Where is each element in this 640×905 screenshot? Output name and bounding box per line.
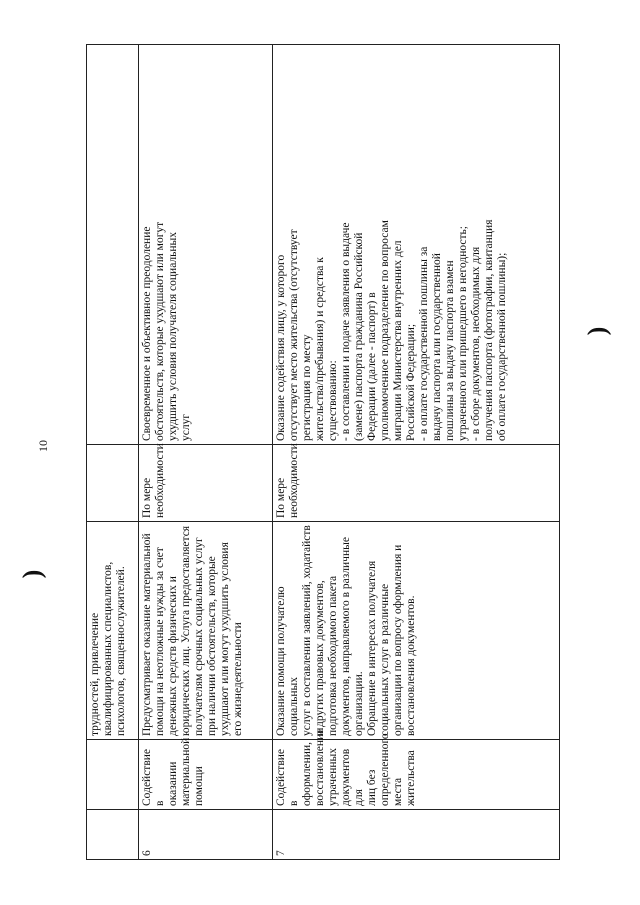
cell-period: По мере необходимости (273, 445, 560, 522)
cell-description: трудностей, привлечение квалифицированных специалистов, психологов, священнослужителей. (87, 522, 139, 740)
rotated-table-container (86, 45, 559, 860)
cell-description: Оказание помощи получателю социальных услуг в составлении заявлений, ходатайств и других правовых документов, подготовка необходимого пакета документов, направляемого в различные организации. Обращение в интересах получателя социальных услуг в различные организации по вопросу оформления и восстановления документов. (273, 522, 560, 740)
table-row (87, 45, 139, 860)
cell-number (87, 810, 139, 860)
cell-result: Оказание содействия лицу, у которого отсутствует место жительства (отсутствует регистрация по месту жительства/пребывания) и средства к существованию: - в составлении и подаче заявления о выдаче (замене) паспорта гражданина Российской Федерации (далее - паспорт) в уполномоченное подразделение по вопросам миграции Министерства внутренних дел Российской Федерации; - в оплате государственной пошлины за выдачу паспорта или государственной пошлины за выдачу паспорта взамен утраченного или пришедшего в негодность; - в сборе документов, необходимых для получения паспорта (фотографии, квитанция об оплате государственной пошлины); (273, 45, 560, 445)
cell-result (87, 45, 139, 445)
cell-period (87, 445, 139, 522)
cell-description: Предусматривает оказание материальной помощи на неотложные нужды за счет денежных средств физических и юридических лиц. Услуга предоставляется получателям срочных социальных услуг при наличии обстоятельств, которые ухудшают или могут ухудшить условия его жизнедеятельности (139, 522, 273, 740)
table-row (273, 45, 560, 860)
cell-period: По мере необходимости (139, 445, 273, 522)
services-table (86, 44, 560, 860)
cell-number: 7 (273, 810, 560, 860)
cell-name: Содействие в оформлении, восстановлении утраченных документов для лиц без определенного места жительства (273, 740, 560, 810)
table-row (139, 45, 273, 860)
cell-name: Содействие в оказании материальной помощи (139, 740, 273, 810)
cell-number: 6 (139, 810, 273, 860)
page-number: 10 (36, 440, 50, 452)
scan-mark: ) (17, 569, 47, 579)
cell-result: Своевременное и объективное преодоление обстоятельств, которые ухудшают или могут ухудшить условия получателя социальных услуг (139, 45, 273, 445)
cell-name (87, 740, 139, 810)
scan-mark: ) (582, 326, 612, 336)
